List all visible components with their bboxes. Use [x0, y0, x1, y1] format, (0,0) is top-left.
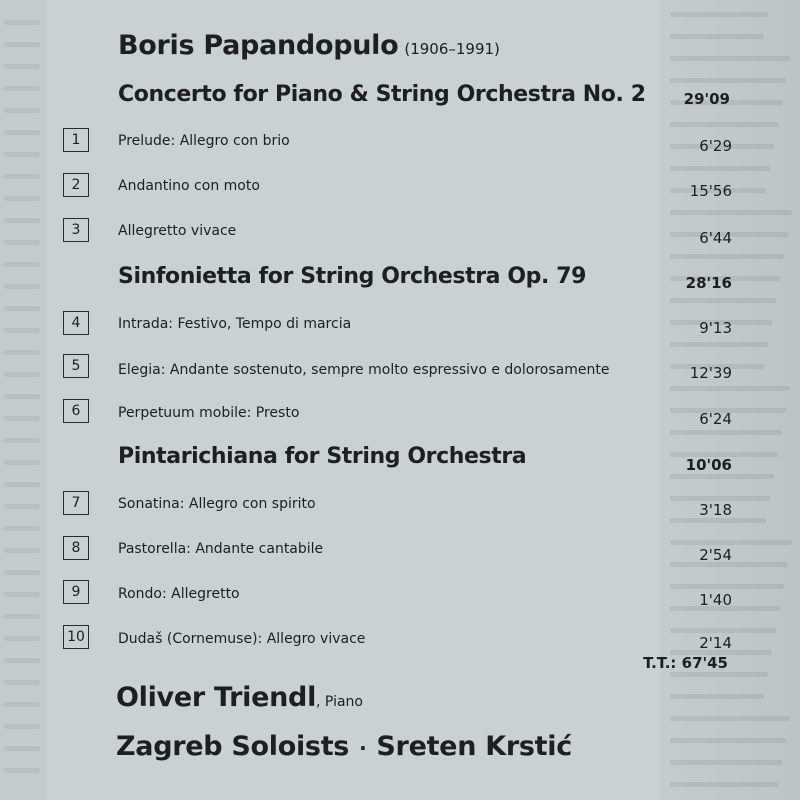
soloist-role: , Piano	[316, 694, 363, 710]
work-duration: 28'16	[685, 274, 732, 292]
track-duration: 1'40	[699, 591, 732, 609]
composer-years: (1906–1991)	[404, 40, 500, 58]
work-duration: 10'06	[685, 456, 732, 474]
track-duration: 15'56	[689, 182, 732, 200]
work-title: Pintarichiana for String Orchestra	[118, 444, 527, 469]
track-title: Pastorella: Andante cantabile	[118, 541, 324, 557]
credit-separator: ·	[359, 736, 367, 760]
track-number: 3	[63, 218, 89, 242]
track-number: 8	[63, 536, 89, 560]
track-number: 5	[63, 354, 89, 378]
track-duration: 6'24	[699, 410, 732, 428]
track-number: 1	[63, 128, 89, 152]
track-title: Dudaš (Cornemuse): Allegro vivace	[118, 631, 366, 647]
soloist-name: Oliver Triendl	[116, 682, 317, 713]
track-duration: 3'18	[699, 501, 732, 519]
work-duration: 29'09	[683, 90, 730, 108]
track-duration: 6'44	[699, 229, 732, 247]
track-title: Elegia: Andante sostenuto, sempre molto espressivo e dolorosamente	[118, 362, 610, 378]
track-title: Rondo: Allegretto	[118, 586, 240, 602]
track-number: 10	[63, 625, 89, 649]
composer-name: Boris Papandopulo	[118, 30, 399, 61]
work-title: Concerto for Piano & String Orchestra No. 2	[118, 82, 646, 107]
track-duration: 2'54	[699, 546, 732, 564]
track-number: 4	[63, 311, 89, 335]
track-duration: 2'14	[699, 634, 732, 652]
composer-heading	[118, 30, 500, 61]
track-number: 9	[63, 580, 89, 604]
track-title: Perpetuum mobile: Presto	[118, 405, 300, 421]
track-title: Intrada: Festivo, Tempo di marcia	[118, 316, 352, 332]
conductor-name: Sreten Krstić	[376, 731, 572, 762]
soloist-credit	[116, 682, 363, 713]
track-duration: 12'39	[689, 364, 732, 382]
track-duration: 6'29	[699, 137, 732, 155]
ensemble-credit	[116, 731, 572, 762]
track-title: Prelude: Allegro con brio	[118, 133, 290, 149]
track-number: 2	[63, 173, 89, 197]
track-title: Sonatina: Allegro con spirito	[118, 496, 316, 512]
track-number: 7	[63, 491, 89, 515]
track-number: 6	[63, 399, 89, 423]
track-title: Andantino con moto	[118, 178, 260, 194]
track-title: Allegretto vivace	[118, 223, 237, 239]
total-time: T.T.: 67'45	[643, 654, 728, 672]
work-title: Sinfonietta for String Orchestra Op. 79	[118, 264, 587, 289]
ensemble-name: Zagreb Soloists	[116, 731, 350, 762]
track-duration: 9'13	[699, 319, 732, 337]
